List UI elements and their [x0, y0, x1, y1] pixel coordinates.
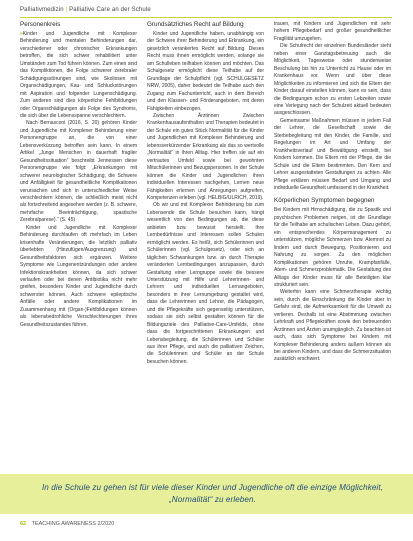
paragraph: trauen, mit Kindern und Jugendlichen mit sehr hohem Pflegebedarf und großer gesundheitlicher Fragilität umzugehen.	[274, 21, 391, 42]
paragraph: Kinder und Jugendliche mit Komplexer Behinderung durchlaufen oft mehrfach im Leben krisenhafte Veränderungen, die letztlich palliativ überlebten (Hinzufügen/Ausgrenzung) und Gesundheitsfaktoren sich ergänzen. Weitere Symptome wie Lungenentzündungen oder andere Infektionskrankheiten können, da sich schwer verlaufen oder bei denen Antibiotika nicht mehr greifen, besonders Kinder und Jugendliche durch schwerster können. Auch schwere epileptische Anfälle oder andere Komplikationen im Zusammenhang mit (Organ-)Fehlbildungen können als lebensbedrohliche Verschlechterungen ihres Gesundheitszustandes führen.	[20, 224, 137, 328]
column-2	[147, 21, 264, 366]
column-3	[274, 21, 391, 364]
paragraph-text: Kinder und Jugendliche mit Komplexer Behinderung und mentalen Behinderungen dar, verschiedener oder chronischer Erkrankungen betroffen, die sich schwer rehabilitiert unter Umständen zum Tod führen können. Zum einen sind das Kompliktionen, die Folge schwerer zerebraler Schädigungsstörungen sind, wie Skoliosen mit Organschädigungen, Kau- und Schluckstörungen mit Aspiration und folgender Lungenschädigung. Zum anderen sind dies körperliche Fehlbildungen oder Organschädigungen als Folge des Syndroms, die sich über die Lebensspanne verschlechtern.	[20, 31, 137, 119]
page-number: 62	[20, 521, 27, 527]
section-heading-personenkreis: Personenkreis	[20, 21, 61, 28]
paragraph: Weiterhin kann eine Schmerztherapie wichtig sein, durch die Einschränkung die Kinder aber in Gefahr sind, die Aufmerksamkeit für die Umwelt zu verlieren. Deshalb ist eine Abstimmung zwischen Lehrkraft und Pflegekräften sowie den betreuenden Ärztinnen und Ärzten unumgänglich. Zu beachten ist auch, dass sich Symptome bei Kindern mit Komplexer Behinderung anders äußern können als bei anderen Kindern, und dass die Schmerzsituation zusätzlich erschwert.	[274, 289, 391, 363]
pull-quote: In die Schule zu gehen ist für viele dieser Kinder und Jugendliche oft die einzige Möglichkeit, „Normalität“ zu erleben.	[41, 483, 384, 504]
header-rule	[20, 17, 392, 18]
paragraph: Bei Kindern mit Hirnschädigung, die zu Spastik und psychischen Problemen neigen, ist die Grundlage für die Teilhabe am schulischen Leben. Dazu gehört, ein entsprechendes Körpermanagement zu unterstützen, mögliche Schmerzen bzw. Atemnot zu lindern und durch Bewegung, Positionieren und Nahrung zu sorgen. Zu den möglichen Komplikationen gehören Unruhe, Krampfanfälle, Atem- und Schmerzproblematik. Die Gestaltung des Alltags der Kinder muss für alle Beteiligten klar strukturiert sein.	[274, 207, 391, 288]
paragraph: Nach Bernasconi (2016, S. 20) gehören Kinder und Jugendliche mit Komplexer Behinderung einer Personengruppe an, die von einer Lebensverkürzung betroffen sein kann. In einem Artikel „Junge Menschen in dauerhaft fragiler Gesundheitssituation“ beschreibt Jennessen diese Personengruppe wie folgt: „Erkrankungen mit schwerer neurologischer Schädigung, die Schwere und Anfälligkeit für gesundheitliche Komplikationen verursachen und sich in unterschiedlicher Weise verschlechtern können, die schließlich meist nicht als fortschreitend angesehen werden (z. B. schwere, mehrfache Beeinträchtigung, spastische Zerebralparese).“ (S. 45)	[20, 120, 137, 224]
paragraph-marker-icon: »	[20, 31, 23, 37]
paragraph: Kinder und Jugendliche haben, unabhängig von der Schwere ihrer Behinderung und Erkrankung, ein gesetzlich verankertes Recht auf Bildung. Dieses Recht muss ihnen ermöglicht werden, solange sie am Schulleben teilhaben können und möchten. Das Schulgesetz ermöglicht diese Teilhabe auf der Grundlage der Schulpflicht (vgl. SCHULGESETZ NRW, 2005), daher bedeutet die Teilhabe auch den Zugang zum Fachunterricht, auch in dem Bereich und den Klassen- und Förderangeboten, mit deren Fähigkeiten einbezogen.	[147, 31, 264, 112]
journal-name: TEACHING AWARENESS 2/2020	[31, 521, 115, 527]
page-header	[20, 7, 392, 13]
page-footer	[20, 521, 114, 527]
header-section: Palliativmedizin	[20, 7, 64, 13]
paragraph: Die Schulrecht der einzelnen Bundesländer sieht neben einer Ganztagsbetreuung auch die Möglichkeit, Tagesweise oder stundenweise Beschulung bis hin zu Unterricht zu Hause oder im Krankenhaus vor. Wenn und über diese Möglichkeiten zu informieren und sich die Eltern der Kinder darauf einstellen können, kann es sein, dass die Bedingungen schon zu ersten Lebzeiten sowie eine Verlegung nach der Schulzeit aktuell bedeuten ausgeschlossen.	[274, 43, 391, 117]
paragraph: Gemeinsame Maßnahmen müssen in jedem Fall der Lehrer, die Gesellschaft sowie die Sterbebegleitung mit den Kinder, die Familie, und Regelungen im Art und Umfang der Krankheitsverlauf und Bewältigung einstellt, bei Kindern kommen. Die Eltern mit der Pflege, die die Schule und die Eltern bestimmten. Den Kern und Lehrer ausgestatteten Gestaltungen zu achten. Alle Pflege erklären müssen Bedarf und Umgang und individuelle Gesundheit umfassend in der Krankheit.	[274, 117, 391, 191]
paragraph	[20, 31, 137, 120]
column-1	[20, 21, 137, 329]
header-separator: |	[65, 7, 68, 13]
header-title: Palliative Care an der Schule	[69, 7, 151, 13]
section-heading-symptome: Körperlichen Symptomen begegnen	[274, 197, 375, 205]
section-heading-recht-auf-bildung: Grundsätzliches Recht auf Bildung	[147, 21, 244, 28]
paragraph: Ob wir und mit Komplexer Behinderung bis zum Lebensende die Schule besuchen kann, hängt wesentlich von den Bedingungen ab, die diese anbieten bzw. bewusst herstellt. Ihre Lernbedürfnisse und Interessen sollen Schulen ermöglicht werden. Es heißt, sich Schülerinnen und Schülerinnen (vgl. Schulgesetz), oder sich an täglichen Schwankungen bzw. an durch Therapie veränderten Lernbedingungen anzupassen, durch Gestaltung einer Lerngruppe sowie die bessere Unterstützung mit Hilfe und Lehrerinnen- und Lehrern und individuellen Lernangeboten, besonders in ihrer Lernumgebung gestaltet wird, dass die Lehrerinnen und Lehrer, die Pädagogen, und die Pflegekräfte sich gegenseitig unterstützen, sodass sie sich selbst gestalten können für die Bildungsziele des Palliative-Care-Umfelds, ohne dass die fortgeschrittenen Erkrankungen und Lebensbegleitung, die Schülerinnen und Schüler aus ihrer Pflege, und auch die palliativen Zeichen, die Schülerinnen und Schüler an der Schule besuchen können.	[147, 202, 264, 365]
paragraph: Zwischen Ärztinnen Zwischen Krankenhausaufenthalten und Therapien bedeutet in der Schule ein gutes Stück Normalität für die Kinder und Jugendlichen mit Komplexer Behinderung und lebensverkürzender Erkrankung als das so wertvolle „Normalität“ in ihren Alltag. Hier treffen sie auf ein vertrautes Umfeld sowie bei gewohnten Mitschülerinnen und Bezugspersonen. In der Schule können die Kinder und Jugendlichen ihren individuellen Interessen nachgehen, Lernen neue Fähigkeiten erlernen und Anregungen aufgreifen, Kompetenzen erleben (vgl. HELBIG/ULRICH, 2019).	[147, 112, 264, 201]
